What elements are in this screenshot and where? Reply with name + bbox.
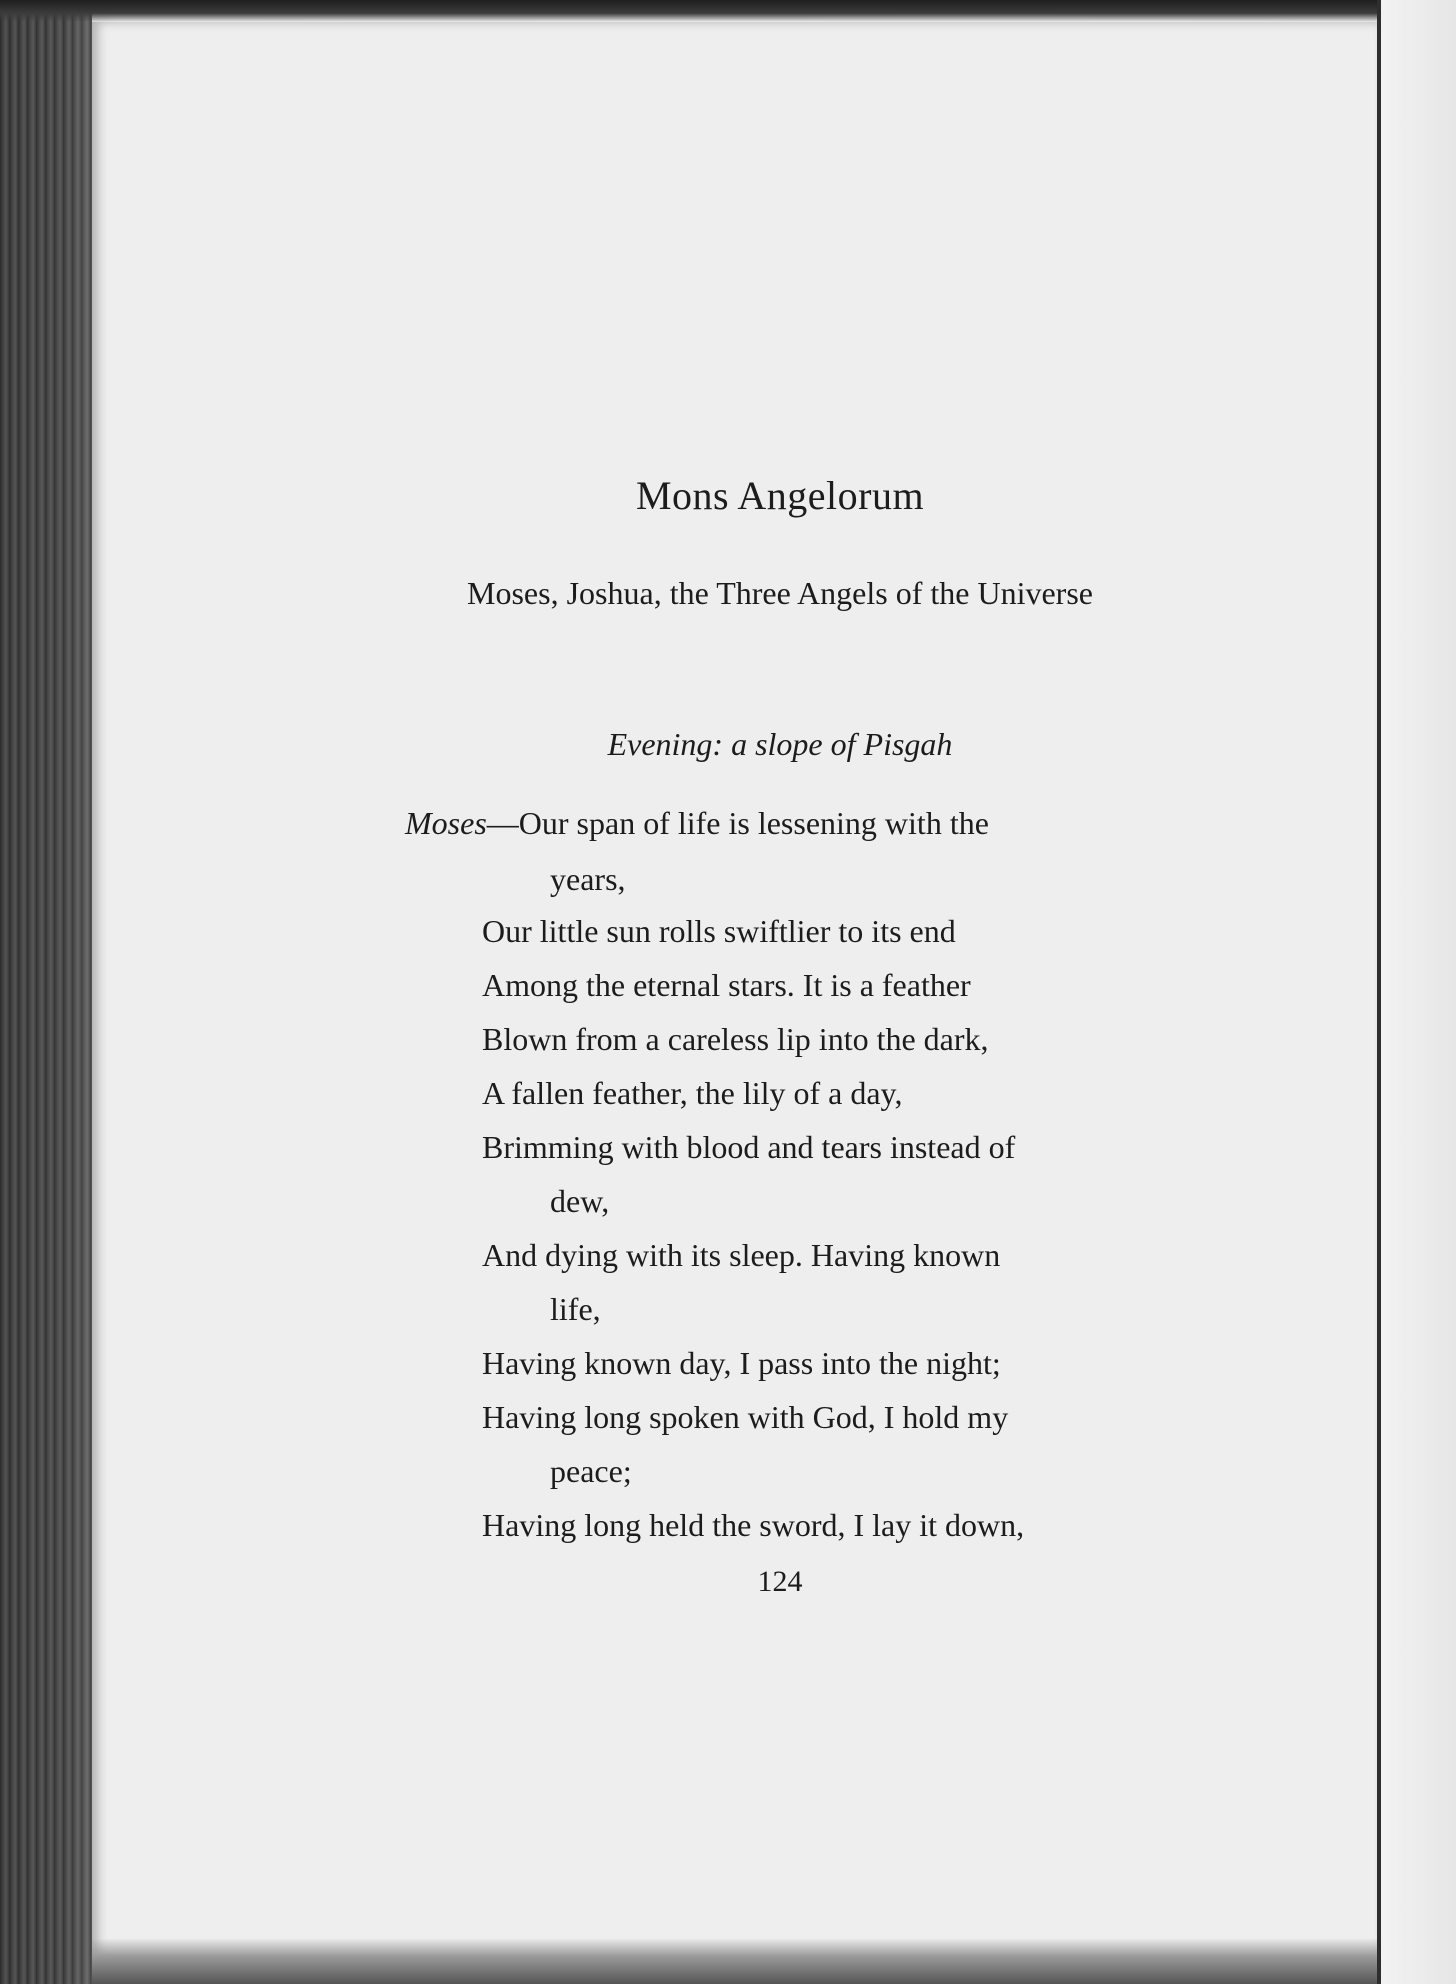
verse-line: Having long held the sword, I lay it down,	[482, 1507, 1025, 1543]
verse-line: Our little sun rolls swiftlier to its end	[482, 913, 956, 949]
scene-setting: Evening: a slope of Pisgah	[607, 726, 953, 762]
page-bottom-edge	[92, 1938, 1377, 1984]
speaker-name: Moses	[405, 805, 487, 841]
verse-line: years,	[550, 861, 626, 897]
page-number: 124	[757, 1565, 803, 1598]
verse-line: peace;	[550, 1453, 632, 1489]
verse-line: life,	[550, 1291, 601, 1327]
verse-line: Brimming with blood and tears instead of	[482, 1129, 1016, 1165]
verse-line: Blown from a careless lip into the dark,	[482, 1021, 989, 1057]
verse-line: Among the eternal stars. It is a feather	[482, 967, 971, 1003]
verse-line: Having known day, I pass into the night;	[482, 1345, 1001, 1381]
dramatis-personae: Moses, Joshua, the Three Angels of the Universe	[467, 575, 1093, 611]
verse-line: A fallen feather, the lily of a day,	[482, 1075, 903, 1111]
adjacent-page-edge	[1381, 0, 1456, 1984]
book-spine-edge	[0, 0, 92, 1984]
verse-line: Moses—Our span of life is lessening with the	[405, 805, 989, 841]
top-shadow	[0, 0, 1456, 22]
verse-line: And dying with its sleep. Having known	[482, 1237, 1001, 1273]
verse-line: Having long spoken with God, I hold my	[482, 1399, 1009, 1435]
poem-title: Mons Angelorum	[635, 473, 925, 518]
verse-line: dew,	[550, 1183, 610, 1219]
